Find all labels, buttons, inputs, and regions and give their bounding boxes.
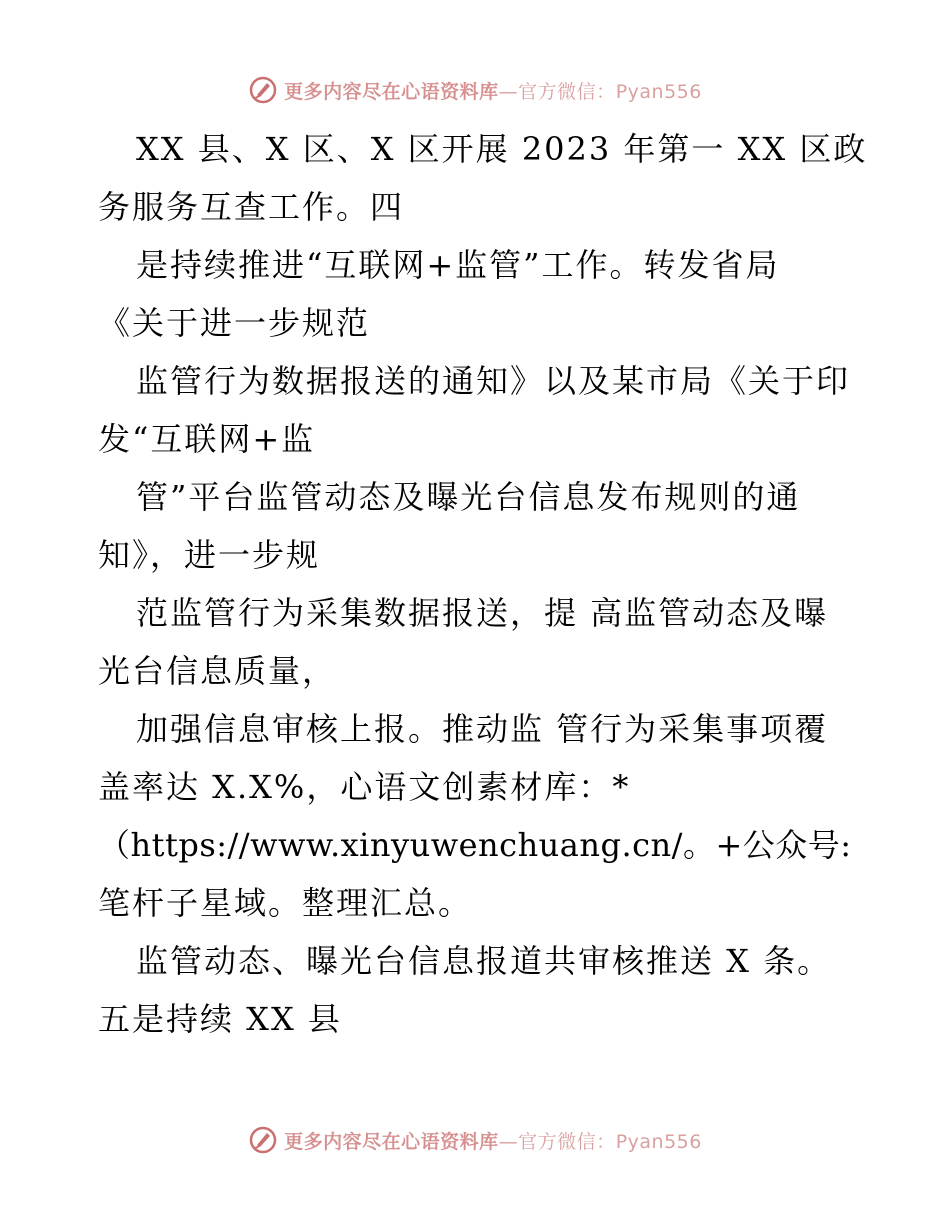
text-line: XX 县、X 区、X 区开展 2023 年第一 XX 区政 [136,130,868,168]
text-line: 务服务互查工作。四 [98,188,405,226]
text-line: 管”平台监管动态及曝光台信息发布规则的通 [136,478,801,516]
text-line: 监管行为数据报送的通知》以及某市局《关于印 [136,362,851,400]
text-line: 是持续推进“互联网+监管”工作。转发省局 [136,246,780,284]
text-line: 笔杆子星域。整理汇总。 [98,884,473,922]
leaf-pen-logo-icon [248,1125,278,1155]
text-line: 《关于进一步规范 [98,304,371,342]
text-line: 加强信息审核上报。推动监 管行为采集事项覆 [136,710,829,748]
footer-watermark [0,1120,950,1160]
leaf-pen-logo-icon [248,75,278,105]
text-line: 五是持续 XX 县 [98,1000,342,1038]
text-line: （https://www.xinyuwenchuang.cn/。+公众号: [98,826,852,864]
text-line: 盖率达 X.X%，心语文创素材库：* [98,768,631,806]
text-line: 监管动态、曝光台信息报道共审核推送 X 条。 [136,942,832,980]
text-line: 发“互联网+监 [98,420,316,458]
header-watermark [0,70,950,110]
watermark-text: 更多内容尽在心语资料库—官方微信：Pyan556 [284,80,702,103]
watermark-text: 更多内容尽在心语资料库—官方微信：Pyan556 [284,1130,702,1153]
text-line: 范监管行为采集数据报送，提 高监管动态及曝 [136,594,829,632]
document-body [98,120,868,1048]
text-line: 光台信息质量， [98,652,337,690]
text-line: 知》，进一步规 [98,536,321,574]
